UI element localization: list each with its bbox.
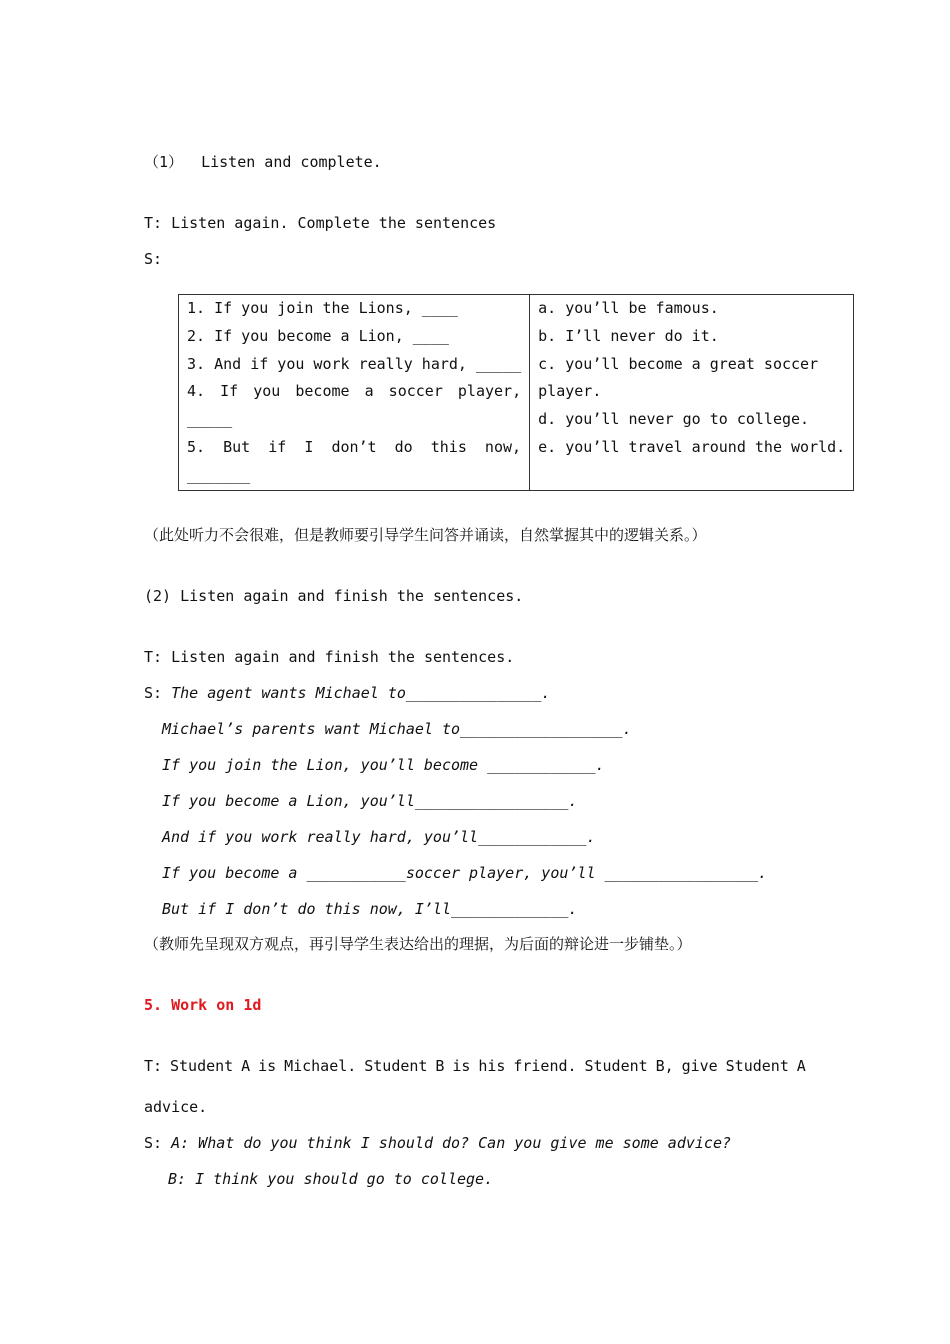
word: Student [169, 1057, 234, 1075]
list-item [187, 378, 521, 406]
word: his [478, 1057, 506, 1075]
student-label: S: [144, 684, 172, 702]
word: B, [655, 1057, 674, 1075]
list-item-blank: _____ [187, 410, 233, 429]
word: do [394, 437, 413, 456]
word: Michael. [284, 1057, 357, 1075]
list-item: 1. If you join the Lions, ____ [187, 299, 458, 317]
list-item: player. [538, 382, 602, 401]
word: 5. [187, 437, 206, 456]
word: this [430, 437, 467, 456]
word: I [304, 437, 314, 456]
teacher-note: （教师先呈现双方观点，再引导学生表达给出的理据，为后面的辩论进一步铺垫。） [144, 935, 692, 953]
part1-heading: （1） Listen and complete. [144, 153, 382, 171]
list-item: a. you’ll be famous. [538, 299, 719, 317]
word: Student [364, 1057, 428, 1075]
word: become [295, 382, 350, 401]
list-item: 2. If you become a Lion, ____ [187, 326, 449, 345]
list-item-blank: _______ [187, 465, 251, 484]
word: don’t [331, 437, 377, 456]
word: give [681, 1057, 718, 1075]
part2-teacher-line: T: Listen again and finish the sentences. [144, 648, 515, 666]
word: 4. [187, 382, 206, 401]
teacher-note: （此处听力不会很难，但是教师要引导学生问答并诵读，自然掌握其中的逻辑关系。） [144, 526, 707, 544]
section5-teacher-line-end: advice. [144, 1098, 208, 1116]
sentence: Michael’s parents want Michael to__________________. [162, 720, 632, 738]
table-left-column [179, 295, 530, 491]
word: you [253, 382, 281, 401]
word: Student [725, 1057, 789, 1075]
word: if [268, 437, 287, 456]
student-label: S: [144, 1134, 172, 1152]
table-right-column [530, 295, 854, 491]
sentence: If you become a Lion, you’ll_________________. [162, 792, 578, 810]
sentence: If you become a ___________soccer player, you’ll _________________. [162, 864, 768, 882]
word: B [435, 1057, 445, 1075]
part2-student-line [144, 683, 550, 703]
part1-student-label: S: [144, 250, 163, 268]
section5-teacher-line [144, 1056, 806, 1076]
word: friend. [513, 1057, 577, 1075]
word: Student [584, 1057, 648, 1075]
sentence: If you join the Lion, you’ll become ____________. [162, 756, 605, 774]
dialog-text: A: What do you think I should do? Can you give me some advice? [171, 1134, 732, 1152]
part2-heading: (2) Listen again and finish the sentences. [144, 587, 524, 605]
word: A [796, 1057, 806, 1075]
word: If [220, 382, 239, 401]
part1-teacher-line: T: Listen again. Complete the sentences [144, 214, 497, 232]
sentence: But if I don’t do this now, I’ll_____________. [162, 900, 578, 918]
sentence: And if you work really hard, you’ll____________. [162, 828, 596, 846]
justified-text [144, 1056, 806, 1076]
list-item: b. I’ll never do it. [538, 326, 719, 345]
word: A [241, 1057, 251, 1075]
list-item: e. you’ll travel around the world. [538, 437, 846, 456]
list-item [187, 434, 521, 462]
list-item: d. you’ll never go to college. [538, 410, 810, 429]
word: soccer [388, 382, 443, 401]
word: a [364, 382, 374, 401]
list-item: 3. And if you work really hard, _____ [187, 354, 522, 373]
word: But [223, 437, 251, 456]
list-item: c. you’ll become a great soccer [538, 354, 819, 373]
matching-table [178, 294, 854, 491]
word: now, [484, 437, 522, 456]
word: is [452, 1057, 471, 1075]
word: player, [457, 382, 522, 401]
dialog-line-a [144, 1133, 731, 1153]
section-title: 5. Work on 1d [144, 996, 262, 1014]
word: is [258, 1057, 277, 1075]
sentence: The agent wants Michael to_______________. [171, 684, 551, 702]
word: T: [144, 1057, 163, 1075]
dialog-line-b: B: I think you should go to college. [168, 1170, 494, 1188]
